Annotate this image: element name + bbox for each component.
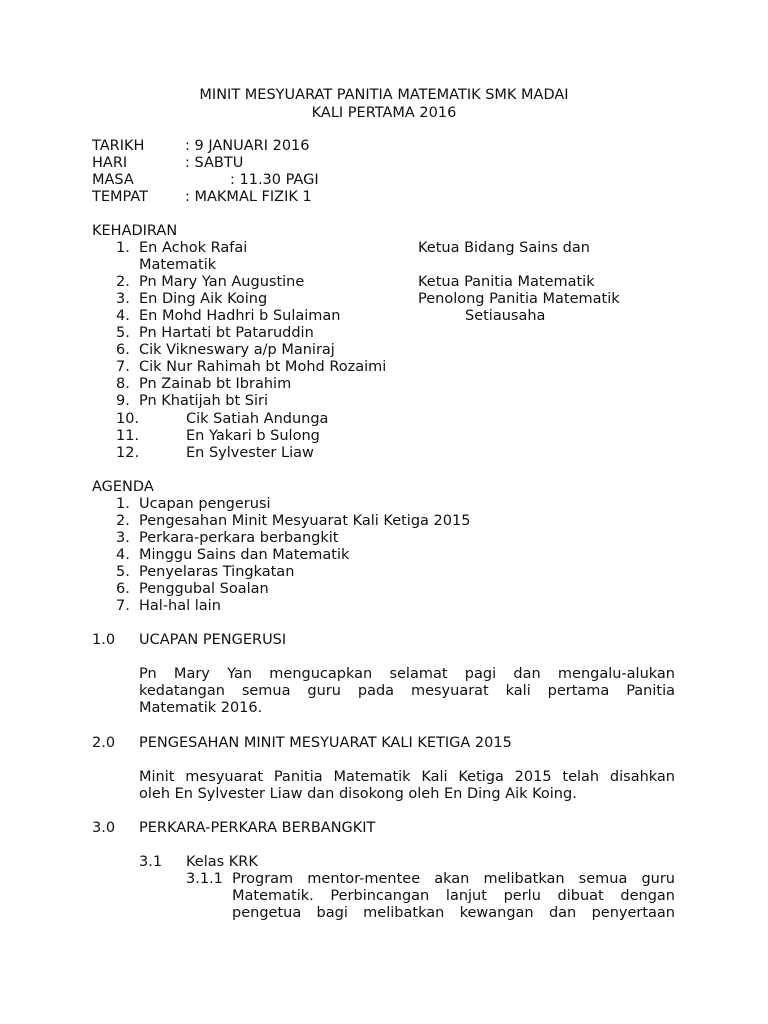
point-number: 3.1.1 [186,871,223,887]
agenda-item: Minggu Sains dan Matematik [139,547,350,563]
section-title: UCAPAN PENGERUSI [139,632,287,648]
agenda-num: 2. [116,513,130,529]
meta-value-time: : 11.30 PAGI [230,172,319,188]
attendance-num: 7. [116,359,130,375]
document-subtitle: KALI PERTAMA 2016 [311,105,457,121]
section-title: PENGESAHAN MINIT MESYUARAT KALI KETIGA 2015 [139,735,512,751]
section-paragraph-line: Minit mesyuarat Panitia Matematik Kali Ketiga 2015 telah disahkan [139,769,675,785]
subsection-number: 3.1 [139,854,163,870]
attendance-name: En Achok Rafai [139,240,248,256]
attendance-role: Ketua Panitia Matematik [418,274,595,290]
agenda-num: 1. [116,496,130,512]
attendance-name: En Mohd Hadhri b Sulaiman [139,308,341,324]
meta-label-date: TARIKH [92,138,145,154]
point-paragraph-line: Matematik. Perbincangan lanjut perlu dibuat dengan [232,888,675,904]
meta-value-venue: : MAKMAL FIZIK 1 [185,189,312,205]
agenda-item: Pengesahan Minit Mesyuarat Kali Ketiga 2015 [139,513,471,529]
attendance-name: Pn Hartati bt Pataruddin [139,325,314,341]
agenda-num: 5. [116,564,130,580]
attendance-name: En Ding Aik Koing [139,291,268,307]
attendance-role: Penolong Panitia Matematik [418,291,620,307]
attendance-heading: KEHADIRAN [92,223,178,239]
meta-value-day: : SABTU [185,155,244,171]
section-paragraph-line: oleh En Sylvester Liaw dan disokong oleh En Ding Aik Koing. [139,786,577,802]
agenda-item: Penyelaras Tingkatan [139,564,295,580]
section-paragraph-line: Pn Mary Yan mengucapkan selamat pagi dan mengalu-alukan [139,666,675,682]
attendance-role: Ketua Bidang Sains dan [418,240,590,256]
attendance-num: 6. [116,342,130,358]
agenda-num: 4. [116,547,130,563]
attendance-num: 1. [116,240,130,256]
section-number: 3.0 [92,820,116,836]
meta-label-day: HARI [92,155,128,171]
section-number: 2.0 [92,735,116,751]
agenda-item: Perkara-perkara berbangkit [139,530,339,546]
agenda-heading: AGENDA [92,479,154,495]
section-title: PERKARA-PERKARA BERBANGKIT [139,820,376,836]
attendance-num: 11. [116,428,140,444]
subsection-title: Kelas KRK [186,854,258,870]
attendance-num: 2. [116,274,130,290]
meta-label-time: MASA [92,172,134,188]
attendance-name: En Sylvester Liaw [186,445,314,461]
point-paragraph-line: pengetua bagi melibatkan kewangan dan penyertaan [232,905,675,921]
section-number: 1.0 [92,632,116,648]
attendance-name: En Yakari b Sulong [186,428,320,444]
attendance-role-continued: Matematik [139,257,217,273]
attendance-name: Pn Zainab bt Ibrahim [139,376,292,392]
meta-label-venue: TEMPAT [92,189,148,205]
attendance-role: Setiausaha [465,308,546,324]
agenda-item: Penggubal Soalan [139,581,269,597]
attendance-name: Cik Nur Rahimah bt Mohd Rozaimi [139,359,387,375]
section-paragraph-line: kedatangan semua guru pada mesyuarat kali pertama Panitia [139,683,675,699]
attendance-num: 8. [116,376,130,392]
attendance-num: 3. [116,291,130,307]
agenda-item: Hal-hal lain [139,598,221,614]
attendance-name: Cik Satiah Andunga [186,411,329,427]
agenda-item: Ucapan pengerusi [139,496,271,512]
agenda-num: 7. [116,598,130,614]
attendance-name: Pn Khatijah bt Siri [139,393,269,409]
attendance-name: Pn Mary Yan Augustine [139,274,305,290]
attendance-num: 12. [116,445,140,461]
attendance-num: 9. [116,393,130,409]
attendance-name: Cik Vikneswary a/p Maniraj [139,342,335,358]
attendance-num: 5. [116,325,130,341]
meta-value-date: : 9 JANUARI 2016 [185,138,310,154]
section-paragraph-line: Matematik 2016. [139,700,263,716]
agenda-num: 6. [116,581,130,597]
agenda-num: 3. [116,530,130,546]
attendance-num: 4. [116,308,130,324]
document-title: MINIT MESYUARAT PANITIA MATEMATIK SMK MADAI [199,87,569,103]
point-paragraph-line: Program mentor-mentee akan melibatkan semua guru [232,871,675,887]
attendance-num: 10. [116,411,140,427]
